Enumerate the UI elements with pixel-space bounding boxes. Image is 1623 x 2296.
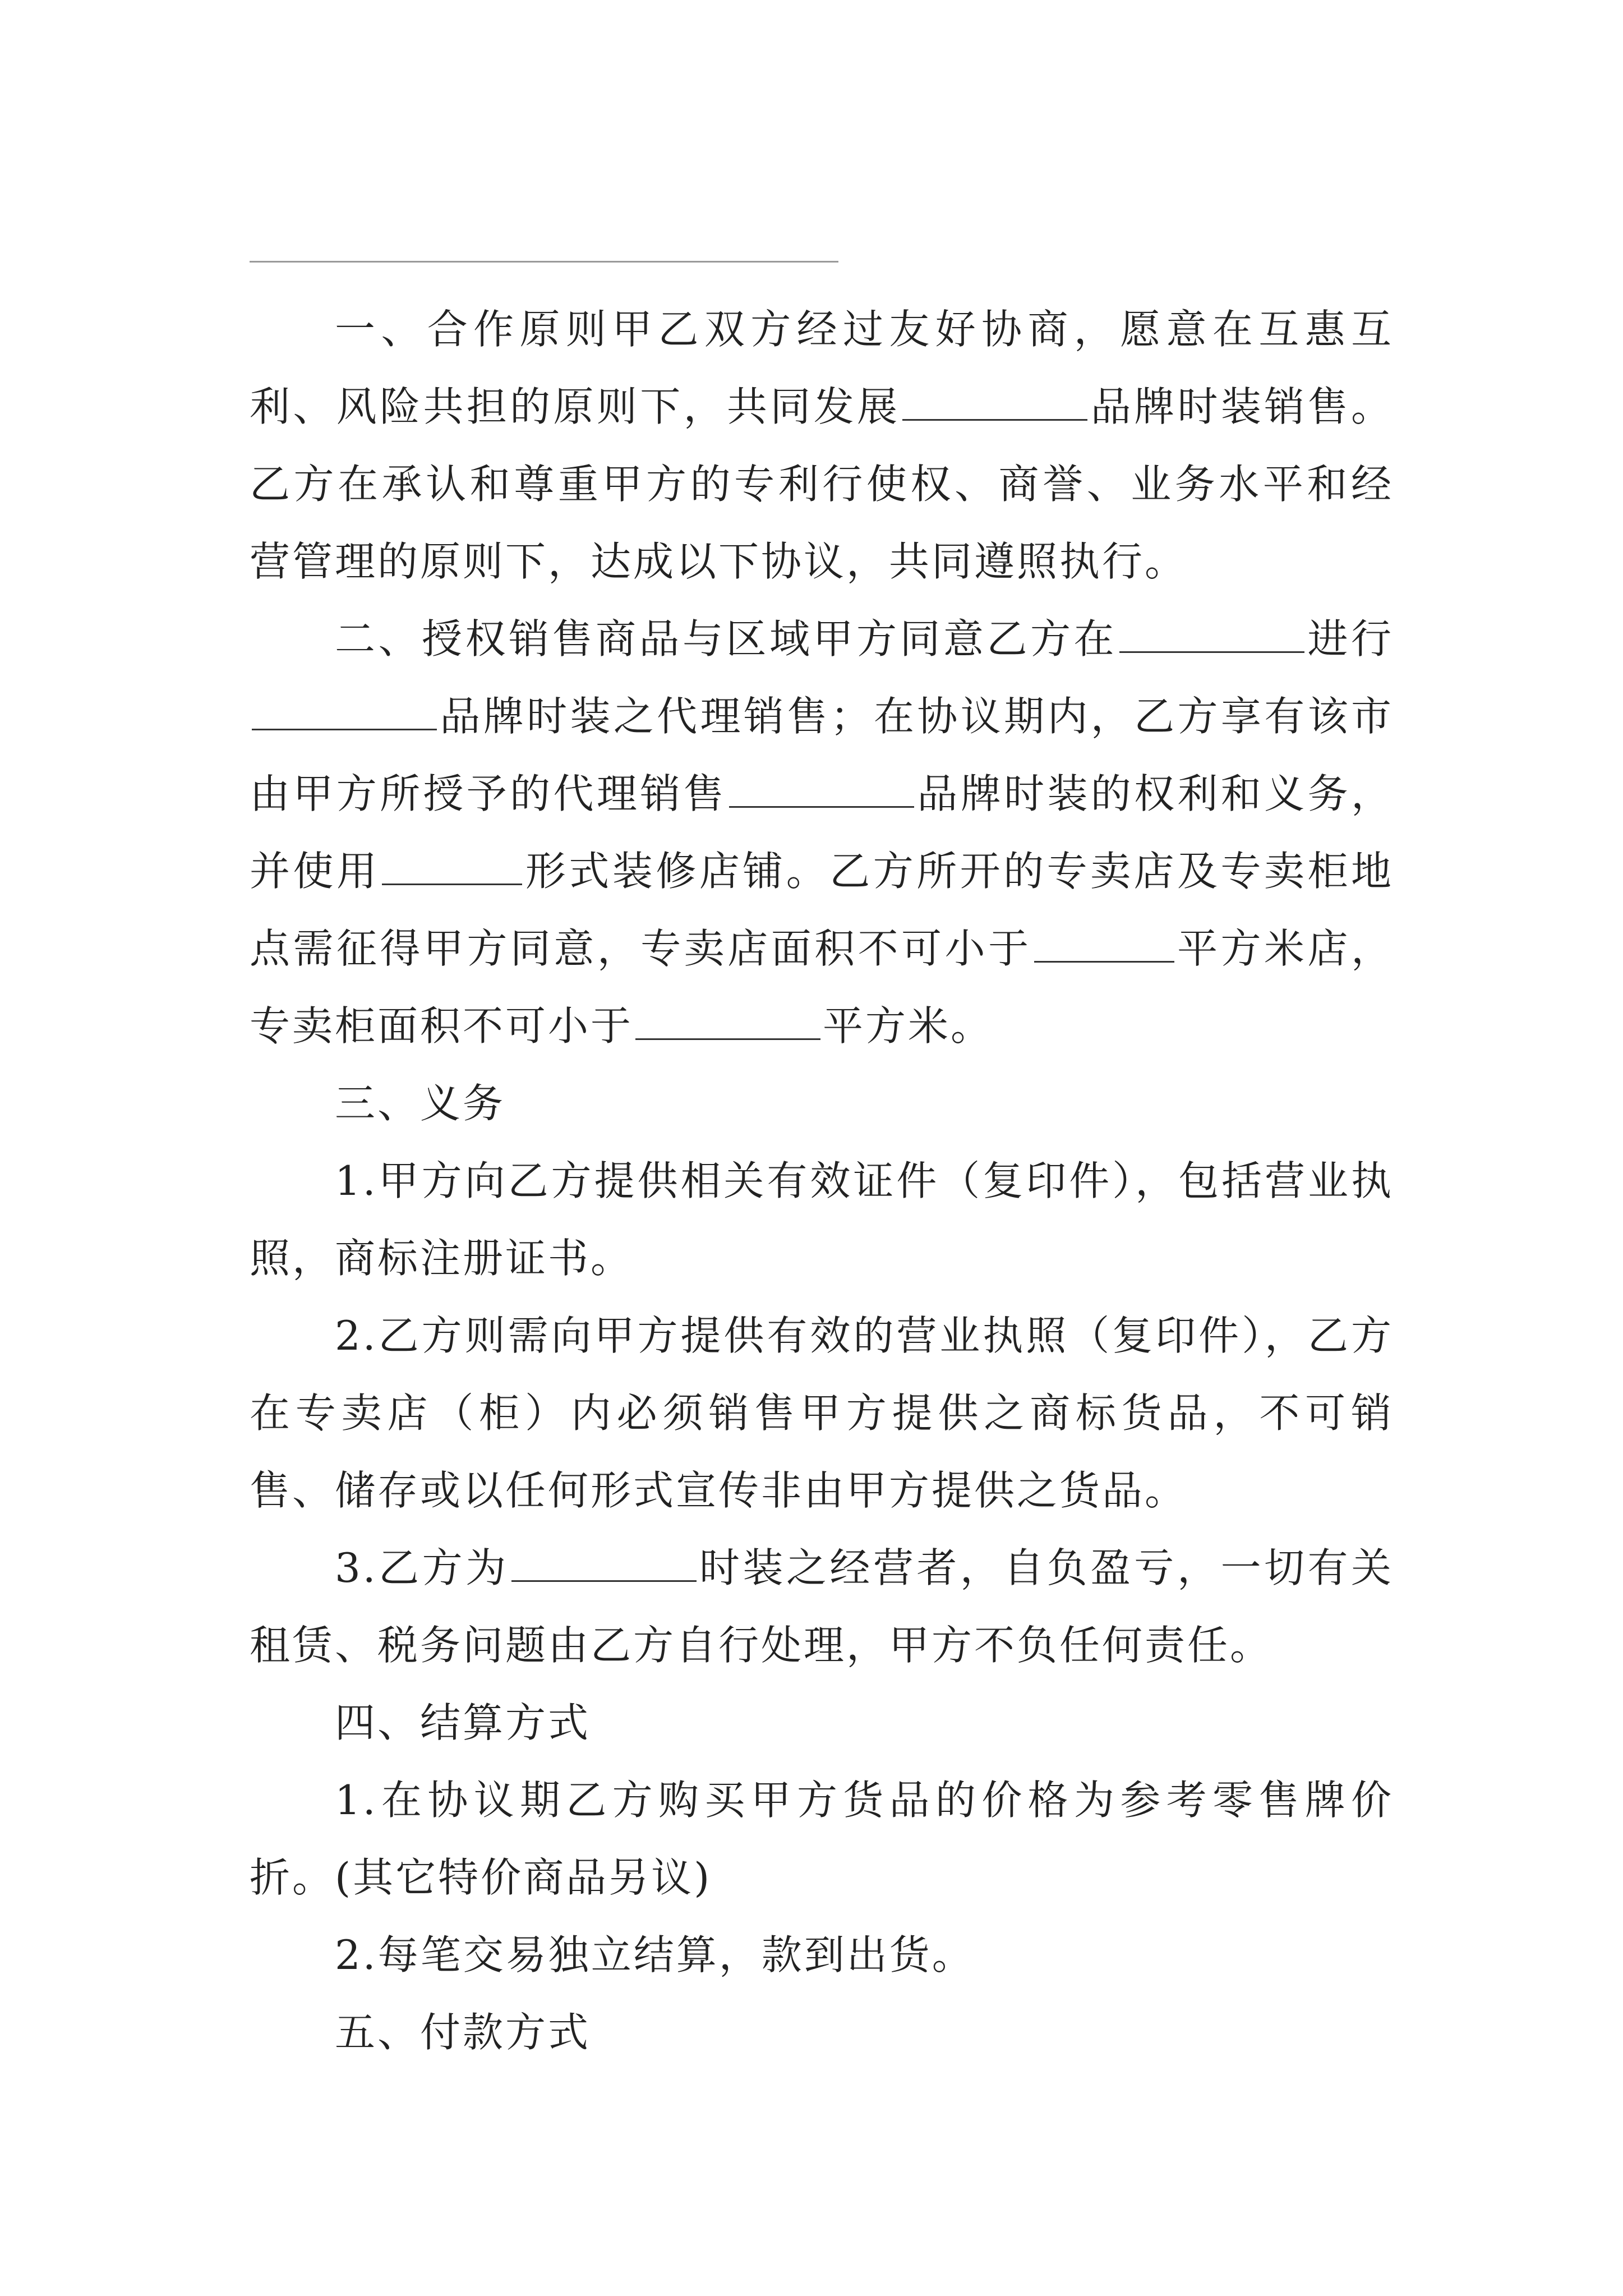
section-2-authorization bbox=[250, 600, 1394, 1065]
header-rule bbox=[250, 261, 838, 263]
section-4-heading: 四、结算方式 bbox=[335, 1699, 591, 1746]
section-1-cooperation-principle bbox=[250, 291, 1394, 600]
section-1-text-a: 一、合作原则甲乙双方经过友好协商，愿意在互惠互利、风险共担的原则下，共同发展 bbox=[250, 306, 1394, 430]
section-2-text-g: 平方米。 bbox=[823, 1002, 994, 1050]
blank-brand-4 bbox=[511, 1544, 697, 1582]
section-1-text-b: 品牌时装销售。乙方在承认和尊重甲方的专利行使权、商誉、业务水平和经营管理的原则下，达成以下协议，共同遵照执行。 bbox=[250, 383, 1394, 585]
section-2-text-d: 品牌时装的权利和义务，并使用 bbox=[250, 770, 1394, 895]
section-3-heading: 三、义务 bbox=[335, 1080, 506, 1127]
section-2-text-e: 形式装修店铺。乙方所开的专卖店及专卖柜地点需征得甲方同意，专卖店面积不可小于 bbox=[250, 848, 1394, 972]
section-3-item-3 bbox=[250, 1529, 1394, 1684]
section-3-item-3-text-a: 3.乙方为 bbox=[335, 1544, 509, 1591]
blank-region bbox=[1119, 615, 1304, 653]
blank-brand-2 bbox=[252, 693, 437, 730]
blank-store-area bbox=[1034, 925, 1174, 963]
section-4-item-1: 1.在协议期乙方购买甲方货品的价格为参考零售牌价折。(其它特价商品另议) bbox=[250, 1777, 1394, 1901]
blank-counter-area bbox=[635, 1002, 820, 1040]
section-2-text-c: 品牌时装之代理销售；在协议期内，乙方享有该市由甲方所授予的代理销售 bbox=[250, 693, 1394, 817]
section-3-item-1: 1.甲方向乙方提供相关有效证件（复印件），包括营业执照，商标注册证书。 bbox=[250, 1157, 1394, 1282]
section-2-text-b: 进行 bbox=[1306, 615, 1394, 662]
blank-brand-1 bbox=[902, 383, 1087, 421]
section-3-item-2: 2.乙方则需向甲方提供有效的营业执照（复印件），乙方在专卖店（柜）内必须销售甲方提供之商标货品，不可销售、储存或以任何形式宣传非由甲方提供之货品。 bbox=[250, 1312, 1394, 1514]
section-3-item-3-text-b: 时装之经营者，自负盈亏，一切有关租赁、税务问题由乙方自行处理，甲方不负任何责任。 bbox=[250, 1544, 1394, 1669]
blank-decoration-style bbox=[382, 848, 522, 885]
document-body bbox=[250, 291, 1394, 2071]
section-2-text-f: 平方米店，专卖柜面积不可小于 bbox=[250, 925, 1394, 1050]
section-2-text-a: 二、授权销售商品与区域甲方同意乙方在 bbox=[335, 615, 1117, 662]
section-4-item-2: 2.每笔交易独立结算，款到出货。 bbox=[335, 1931, 975, 1978]
blank-brand-3 bbox=[729, 770, 914, 808]
section-5-heading: 五、付款方式 bbox=[335, 2009, 591, 2056]
